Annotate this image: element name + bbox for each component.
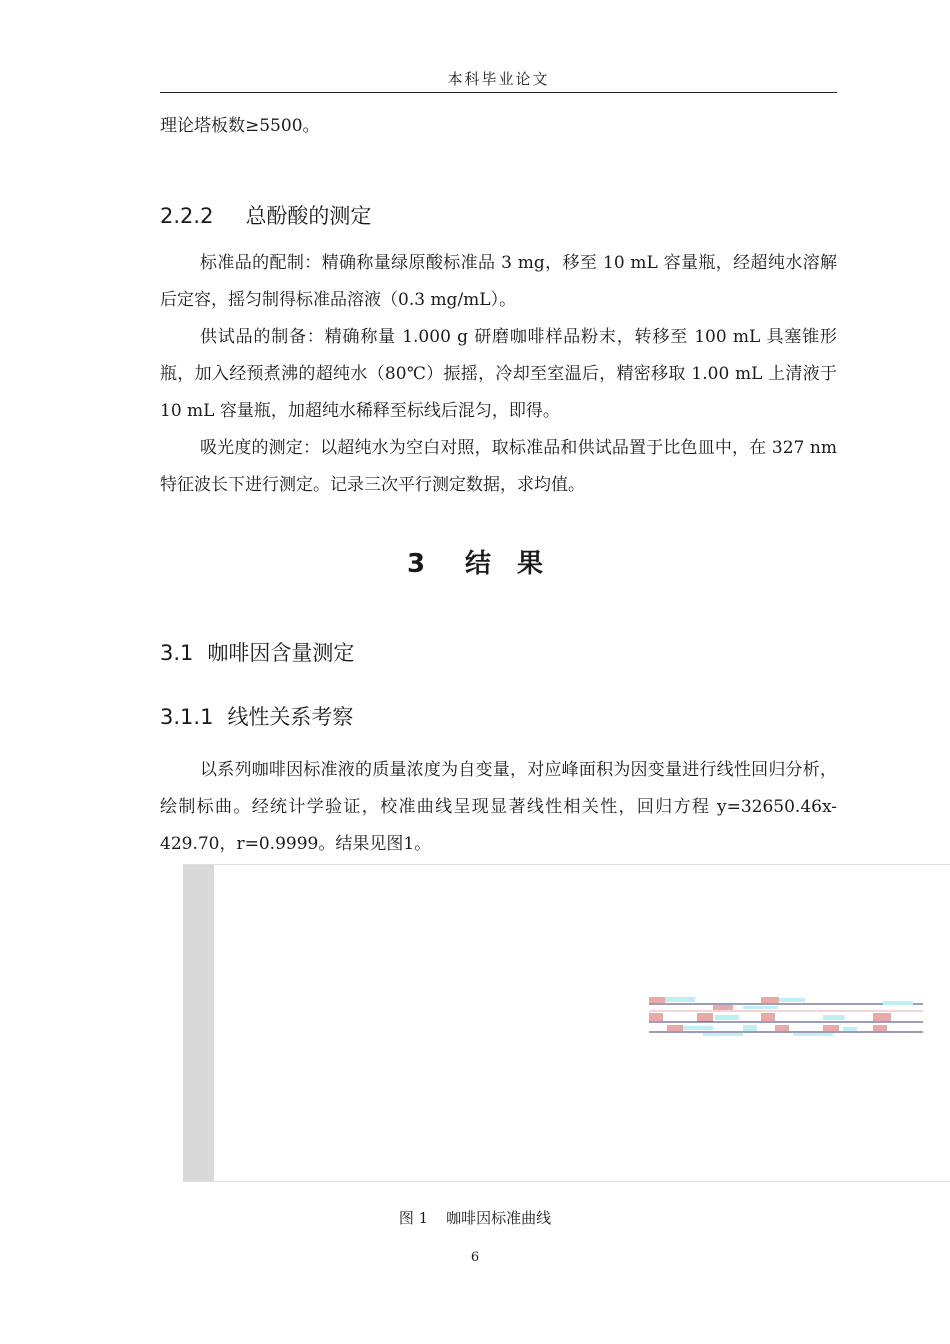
section-title: 咖啡因含量测定 bbox=[207, 641, 355, 665]
figure-1-frame bbox=[183, 864, 950, 1182]
paragraph-standard-prep: 标准品的配制：精确称量绿原酸标准品 3 mg，移至 10 mL 容量瓶，经超纯水溶解后定容，摇匀制得标准品溶液（0.3 mg/mL）。 bbox=[160, 253, 837, 310]
figure-1-graphic bbox=[183, 865, 950, 1181]
section-number: 3.1.1 bbox=[160, 705, 214, 729]
page-header bbox=[160, 68, 837, 93]
section-title: 线性关系考察 bbox=[227, 705, 354, 729]
caption-label: 图 1 bbox=[398, 1209, 429, 1227]
section-number: 3.1 bbox=[160, 641, 194, 665]
paragraph-sample-prep: 供试品的制备：精确称量 1.000 g 研磨咖啡样品粉末，转移至 100 mL 具塞锥形瓶，加入经预煮沸的超纯水（80℃）振摇，冷却至室温后，精密移取 1.00 mL 上清液于 10 mL 容量瓶，加超纯水稀释至标线后混匀，即得。 bbox=[160, 327, 837, 421]
paragraph-absorbance: 吸光度的测定：以超纯水为空白对照，取标准品和供试品置于比色皿中，在 327 nm 特征波长下进行测定。记录三次平行测定数据，求均值。 bbox=[160, 438, 837, 495]
figure-1-caption bbox=[0, 1207, 950, 1228]
header-title: 本科毕业论文 bbox=[447, 70, 550, 88]
garbled-chart-strips bbox=[649, 997, 923, 1036]
caption-text: 咖啡因标准曲线 bbox=[446, 1209, 552, 1227]
section-number: 2.2.2 bbox=[160, 204, 214, 228]
section-heading-3-1 bbox=[160, 637, 837, 667]
section-heading-3-1-1 bbox=[160, 701, 837, 731]
chapter-heading-3 bbox=[0, 543, 950, 580]
chapter-title: 结 果 bbox=[465, 549, 544, 579]
page-number: 6 bbox=[470, 1250, 480, 1265]
section-heading-2-2-2 bbox=[160, 200, 837, 230]
chapter-number: 3 bbox=[406, 549, 426, 579]
paragraph-top: 理论塔板数≥5500。 bbox=[160, 116, 320, 136]
section-title: 总酚酸的测定 bbox=[245, 204, 372, 228]
paragraph-linearity: 以系列咖啡因标准液的质量浓度为自变量，对应峰面积为因变量进行线性回归分析，绘制标曲。经统计学验证，校准曲线呈现显著线性相关性，回归方程 y=32650.46x-429.70，r=0.9999。结果见图1。 bbox=[160, 760, 837, 854]
